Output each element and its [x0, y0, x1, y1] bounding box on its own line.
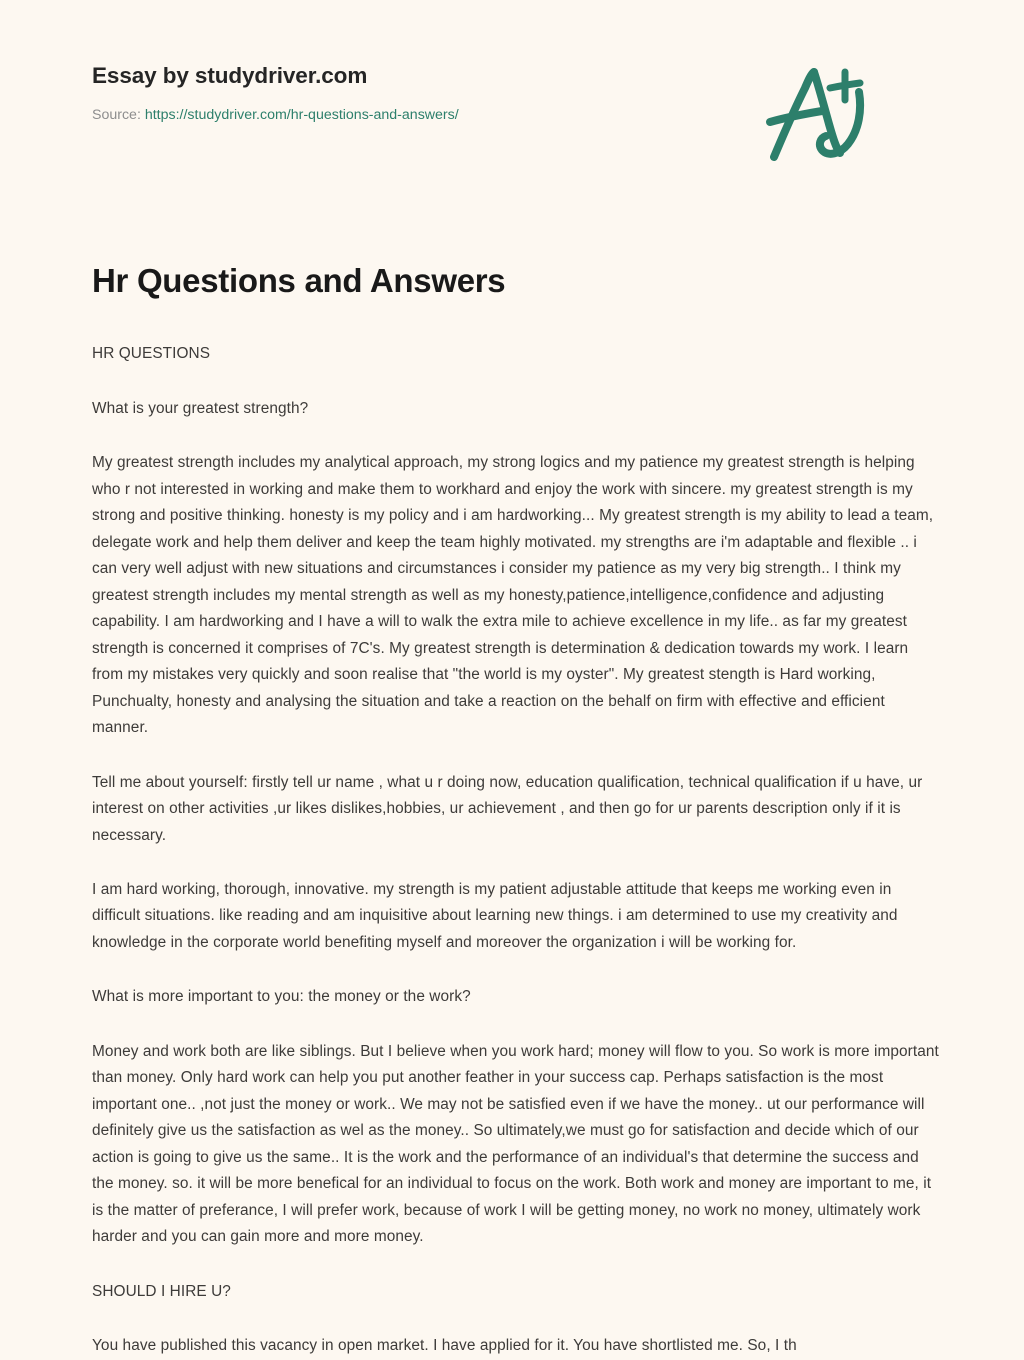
answer-tell-me-about-yourself: I am hard working, thorough, innovative. my strength is my patient adjustable attitude that keeps me working even in difficult situations. like reading and am inquisitive about learning new things. i am determined to use my creativity and knowledge in the corporate world benefiting myself and moreover the organization i will be working for.: [92, 881, 898, 951]
answer-money-or-work: Money and work both are like siblings. But I believe when you work hard; money will flow to you. So work is more important than money. Only hard work can help you put another feather in your success cap. Perhaps satisfaction is the most important one.. ,not just the money or work.. We may not be satisfied even if we have the money.. ut our performance will definitely give us the satisfaction as wel as the money.. So ultimately,we must go for satisfaction and decide which of our action is going to give us the same.. It is the work and the performance of an individual's that determine the success and the money. so. it will be more benefical for an individual to focus on the work. Both work and money are important to me, it is the matter of preferance, I will prefer work, because of work I will be getting money, no work no money, ultimately work harder and you can gain more and more money.: [92, 1042, 939, 1246]
page-title: Hr Questions and Answers: [92, 262, 506, 299]
question-greatest-strength: What is your greatest strength?: [92, 399, 309, 417]
question-tell-me-about-yourself: Tell me about yourself: firstly tell ur name , what u r doing now, education qualification, technical qualification if u have, ur interest on other activities ,ur likes dislikes,hobbies, ur achievement , and then go for ur parents description only if it is necessary.: [92, 773, 923, 844]
source-url-link[interactable]: https://studydriver.com/hr-questions-and-answers/: [144, 107, 459, 123]
section-heading-hr-questions: HR QUESTIONS: [92, 345, 211, 363]
question-should-i-hire-u: SHOULD I HIRE U?: [92, 1282, 231, 1300]
answer-should-i-hire-u: You have published this vacancy in open market. I have applied for it. You have shortlisted me. So, I th: [92, 1337, 797, 1355]
answer-greatest-strength: My greatest strength includes my analytical approach, my strong logics and my patience my greatest strength is helping who r not interested in working and make them to workhard and enjoy the work with sincere. my greatest strength is my strong and positive thinking. honesty is my policy and i am hardworking... My greatest strength is my ability to lead a team, delegate work and help them deliver and keep the team highly motivated. my strengths are i'm adaptable and flexible .. i can very well adjust with new situations and circumstances i consider my patience as my very big strength.. I think my greatest strength includes my mental strength as well as my honesty,patience,intelligence,confidence and adjusting capability. I am hardworking and I have a will to walk the extra mile to achieve excellence in my life.. as far my greatest strength is concerned it comprises of 7C's. My greatest strength is determination & dedication towards my work. I learn from my mistakes very quickly and soon realise that "the world is my oyster". My greatest stength is Hard working, Punchualty, honesty and analysing the situation and take a reaction on the behalf on firm with effective and efficient manner.: [92, 454, 934, 737]
essay-article: [80, 128, 944, 1360]
page-header: [80, 0, 944, 128]
question-money-or-work: What is more important to you: the money or the work?: [92, 988, 471, 1006]
essay-attribution: Essay by studydriver.com: [92, 63, 368, 88]
a-plus-icon: [760, 60, 872, 170]
source-label: Source:: [92, 107, 145, 123]
studydriver-a-plus-logo[interactable]: [760, 60, 872, 170]
